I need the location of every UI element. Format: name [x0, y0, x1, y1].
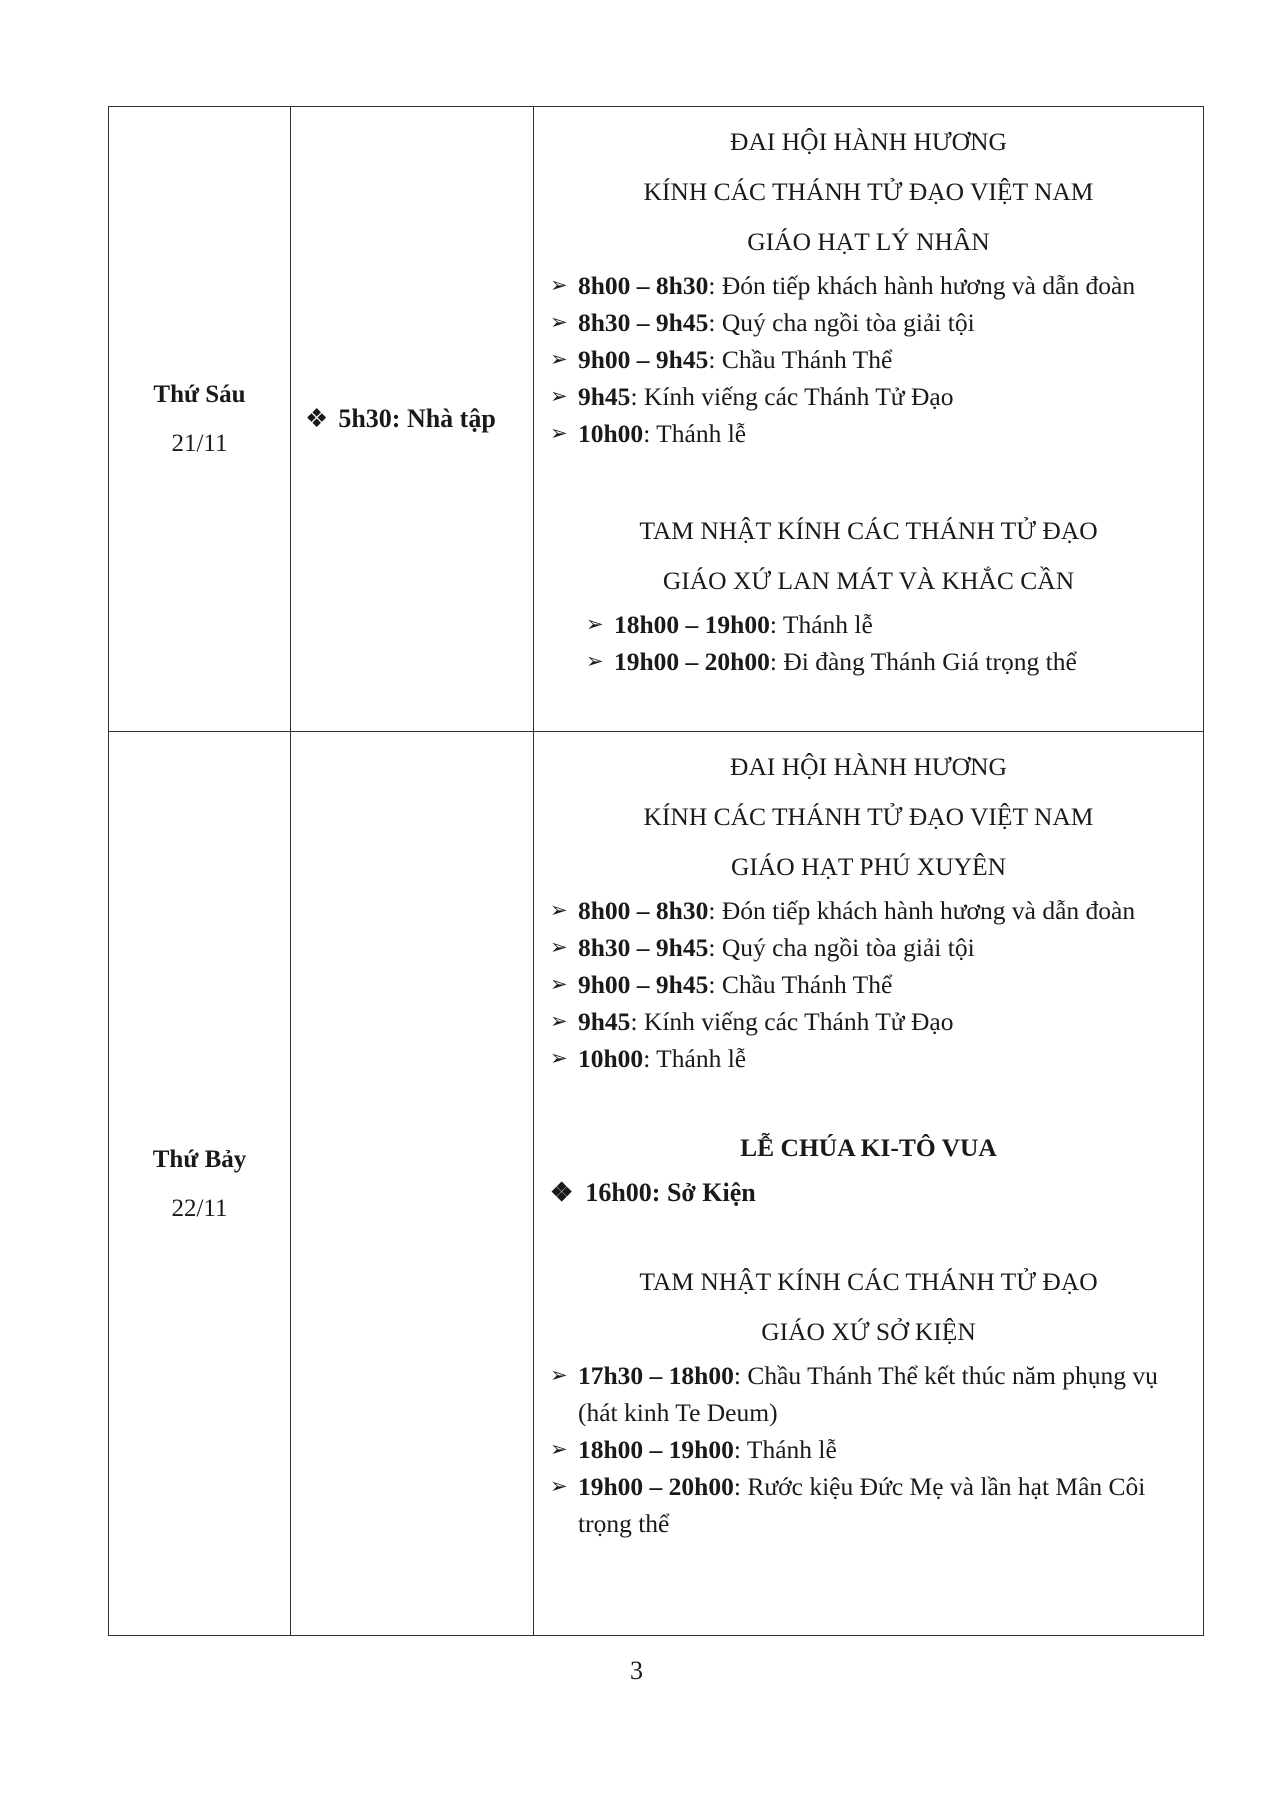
- list-item: [548, 1040, 1189, 1077]
- four-diamond-bullet-icon: ❖: [305, 404, 329, 433]
- feast-item: [548, 1173, 1189, 1213]
- arrowhead-bullet-icon: ➢: [550, 384, 568, 408]
- list-item: [548, 1003, 1189, 1040]
- item-time: 9h45: [578, 382, 631, 411]
- day-date: 21/11: [171, 430, 228, 457]
- item-text: : Đón tiếp khách hành hương và dẫn đoàn: [708, 896, 1136, 925]
- page-number: 3: [630, 1656, 643, 1685]
- item-text: : Quý cha ngồi tòa giải tội: [708, 308, 975, 337]
- list-item: [548, 1357, 1189, 1431]
- item-time: 19h00 – 20h00: [578, 1472, 734, 1501]
- arrowhead-bullet-icon: ➢: [550, 273, 568, 297]
- arrowhead-bullet-icon: ➢: [550, 1474, 568, 1498]
- block-heading: TAM NHẬT KÍNH CÁC THÁNH TỬ ĐẠO: [639, 1267, 1098, 1296]
- arrowhead-bullet-icon: ➢: [550, 1363, 568, 1387]
- arrowhead-bullet-icon: ➢: [586, 612, 604, 636]
- feast-heading: LỄ CHÚA KI-TÔ VUA: [740, 1133, 997, 1162]
- item-text: : Thánh lễ: [643, 1044, 747, 1073]
- list-item: [548, 341, 1189, 378]
- block-heading: GIÁO HẠT PHÚ XUYÊN: [730, 852, 1007, 881]
- list-item: [548, 643, 1189, 680]
- list-item: [548, 606, 1189, 643]
- item-text: : Chầu Thánh Thể kết thúc năm phụng vụ (hát kinh Te Deum): [578, 1361, 1158, 1427]
- list-item: [548, 929, 1189, 966]
- item-time: 10h00: [578, 1044, 644, 1073]
- item-text: : Quý cha ngồi tòa giải tội: [708, 933, 975, 962]
- item-time: 9h00 – 9h45: [578, 970, 709, 999]
- item-text: : Thánh lễ: [643, 419, 747, 448]
- list-item: [548, 267, 1189, 304]
- item-time: 9h00 – 9h45: [578, 345, 709, 374]
- list-item: [548, 1431, 1189, 1468]
- day-cell: [109, 732, 291, 1636]
- arrowhead-bullet-icon: ➢: [550, 1009, 568, 1033]
- arrowhead-bullet-icon: ➢: [550, 935, 568, 959]
- item-time: 8h30 – 9h45: [578, 933, 709, 962]
- item-text: : Đi đàng Thánh Giá trọng thể: [769, 647, 1077, 676]
- item-time: 18h00 – 19h00: [578, 1435, 734, 1464]
- program-cell: [534, 107, 1204, 732]
- arrowhead-bullet-icon: ➢: [550, 1437, 568, 1461]
- item-text: : Chầu Thánh Thể: [708, 970, 893, 999]
- arrowhead-bullet-icon: ➢: [550, 347, 568, 371]
- morning-cell: [291, 107, 534, 732]
- program-list: [548, 267, 1189, 452]
- morning-mass-time: 5h30: [338, 404, 392, 433]
- item-time: 8h30 – 9h45: [578, 308, 709, 337]
- item-text: : Kính viếng các Thánh Tử Đạo: [630, 382, 954, 411]
- schedule-table: [108, 106, 1204, 1636]
- list-item: [548, 378, 1189, 415]
- block-heading: KÍNH CÁC THÁNH TỬ ĐẠO VIỆT NAM: [643, 802, 1094, 831]
- arrowhead-bullet-icon: ➢: [550, 972, 568, 996]
- day-name: Thứ Sáu: [153, 381, 246, 408]
- block-heading: ĐAI HỘI HÀNH HƯƠNG: [730, 127, 1007, 156]
- block-heading: GIÁO HẠT LÝ NHÂN: [747, 227, 990, 256]
- program-list: [548, 892, 1189, 1077]
- item-time: 19h00 – 20h00: [614, 647, 770, 676]
- schedule-row-friday: [109, 107, 1204, 732]
- block-heading: GIÁO XỨ LAN MÁT VÀ KHẮC CẦN: [662, 566, 1075, 595]
- block-heading: ĐAI HỘI HÀNH HƯƠNG: [730, 752, 1007, 781]
- block-heading: GIÁO XỨ SỞ KIỆN: [761, 1317, 976, 1346]
- item-text: : Thánh lễ: [769, 610, 873, 639]
- block-heading: KÍNH CÁC THÁNH TỬ ĐẠO VIỆT NAM: [643, 177, 1094, 206]
- item-time: 8h00 – 8h30: [578, 896, 709, 925]
- morning-mass-item: [291, 404, 533, 434]
- arrowhead-bullet-icon: ➢: [550, 898, 568, 922]
- list-item: [548, 304, 1189, 341]
- list-item: [548, 1468, 1189, 1542]
- feast-time: 16h00: [585, 1178, 652, 1207]
- arrowhead-bullet-icon: ➢: [586, 649, 604, 673]
- item-text: : Chầu Thánh Thể: [708, 345, 893, 374]
- four-diamond-bullet-icon: ❖: [550, 1178, 574, 1207]
- day-name: Thứ Bảy: [152, 1145, 247, 1173]
- list-item: [548, 415, 1189, 452]
- item-time: 18h00 – 19h00: [614, 610, 770, 639]
- item-time: 17h30 – 18h00: [578, 1361, 734, 1390]
- arrowhead-bullet-icon: ➢: [550, 1046, 568, 1070]
- program-list: [548, 606, 1189, 680]
- program-cell: [534, 732, 1204, 1636]
- morning-cell: [291, 732, 534, 1636]
- arrowhead-bullet-icon: ➢: [550, 310, 568, 334]
- item-text: : Đón tiếp khách hành hương và dẫn đoàn: [708, 271, 1136, 300]
- item-text: : Kính viếng các Thánh Tử Đạo: [630, 1007, 954, 1036]
- arrowhead-bullet-icon: ➢: [550, 421, 568, 445]
- item-time: 8h00 – 8h30: [578, 271, 709, 300]
- list-item: [548, 892, 1189, 929]
- schedule-row-saturday: [109, 732, 1204, 1636]
- morning-mass-place: : Nhà tập: [391, 404, 496, 433]
- list-item: [548, 966, 1189, 1003]
- day-cell: [109, 107, 291, 732]
- item-text: : Rước kiệu Đức Mẹ và lần hạt Mân Côi trọng thể: [578, 1472, 1146, 1538]
- feast-place: : Sở Kiện: [651, 1178, 756, 1207]
- day-date: 22/11: [171, 1194, 228, 1222]
- item-text: : Thánh lễ: [733, 1435, 837, 1464]
- item-time: 9h45: [578, 1007, 631, 1036]
- item-time: 10h00: [578, 419, 644, 448]
- program-list: [548, 1357, 1189, 1542]
- block-heading: TAM NHẬT KÍNH CÁC THÁNH TỬ ĐẠO: [639, 516, 1098, 545]
